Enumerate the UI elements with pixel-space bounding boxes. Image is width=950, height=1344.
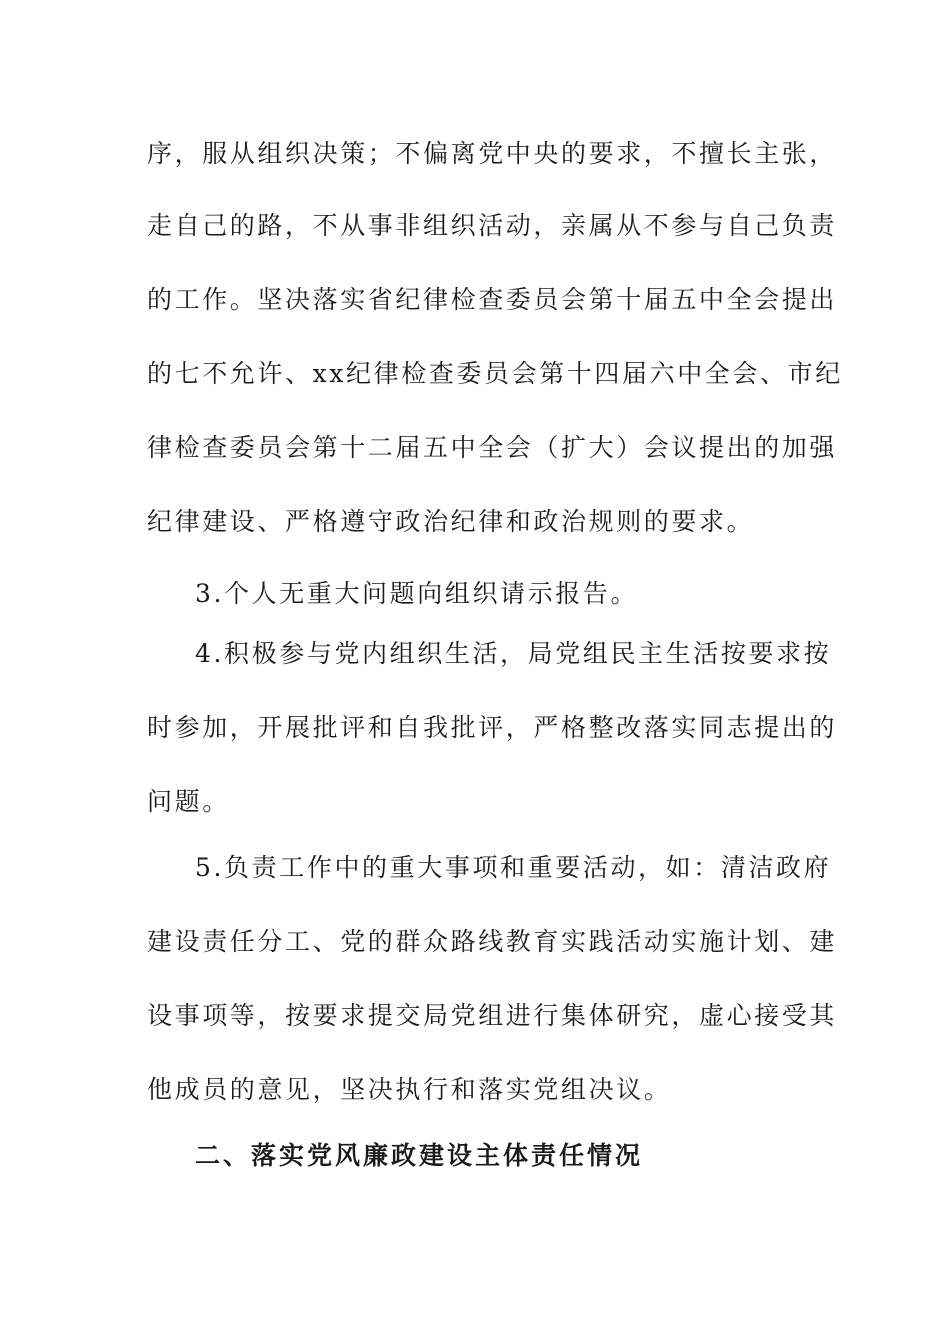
paragraph-line: 的工作。坚决落实省纪律检查委员会第十届五中全会提出 xyxy=(147,285,838,314)
paragraph-line: 他成员的意见，坚决执行和落实党组决议。 xyxy=(147,1075,672,1104)
paragraph-line: 走自己的路，不从事非组织活动，亲属从不参与自己负责 xyxy=(147,211,838,240)
paragraph-line: 纪律建设、严格遵守政治纪律和政治规则的要求。 xyxy=(147,507,755,536)
paragraph-line: 时参加，开展批评和自我批评，严格整改落实同志提出的 xyxy=(147,713,838,742)
list-item-5: 5.负责工作中的重大事项和重要活动，如：清洁政府 xyxy=(195,853,832,882)
section-heading: 二、落实党风廉政建设主体责任情况 xyxy=(195,1141,644,1170)
paragraph-line: 建设责任分工、党的群众路线教育实践活动实施计划、建 xyxy=(147,927,838,956)
paragraph-line: 序，服从组织决策；不偏离党中央的要求，不擅长主张， xyxy=(147,139,838,168)
list-item-3: 3.个人无重大问题向组织请示报告。 xyxy=(195,579,639,608)
paragraph-line: 设事项等，按要求提交局党组进行集体研究，虚心接受其 xyxy=(147,1001,838,1030)
paragraph-line: 律检查委员会第十二届五中全会（扩大）会议提出的加强 xyxy=(147,433,838,462)
paragraph-line: 问题。 xyxy=(147,787,230,816)
paragraph-line: 的七不允许、xx纪律检查委员会第十四届六中全会、市纪 xyxy=(147,359,843,388)
list-item-4: 4.积极参与党内组织生活，局党组民主生活按要求按 xyxy=(195,639,832,668)
